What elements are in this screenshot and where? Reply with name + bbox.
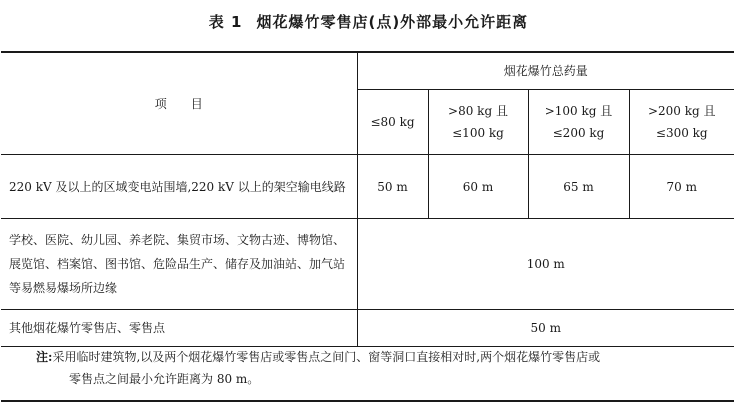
- distance-table: [1, 52, 734, 347]
- table-note: [36, 346, 726, 390]
- column-header: [428, 90, 528, 155]
- column-header-line2: ≤200 kg: [552, 126, 605, 140]
- row-value: 70 m: [629, 155, 734, 219]
- table-row: [1, 155, 734, 219]
- group-header: 烟花爆竹总药量: [357, 53, 734, 90]
- item-header: 项 目: [1, 53, 357, 155]
- row-value: 60 m: [428, 155, 528, 219]
- row-item: 其他烟花爆竹零售店、零售点: [1, 310, 357, 347]
- table-row: [1, 219, 734, 310]
- note-label: 注:: [36, 350, 53, 364]
- column-header: [528, 90, 629, 155]
- row-value: 50 m: [357, 310, 734, 347]
- table-row: [1, 310, 734, 347]
- column-header-line1: >200 kg 且: [647, 104, 716, 118]
- row-item: 220 kV 及以上的区域变电站围墙,220 kV 以上的架空输电线路: [1, 155, 357, 219]
- table-title: [0, 11, 737, 32]
- row-value: 65 m: [528, 155, 629, 219]
- note-text-1: 采用临时建筑物,以及两个烟花爆竹零售店或零售点之间门、窗等洞口直接相对时,两个烟花爆竹零售店或: [52, 350, 601, 364]
- column-header-line1: ≤80 kg: [370, 115, 415, 129]
- column-header-line2: ≤300 kg: [655, 126, 708, 140]
- row-value: 100 m: [357, 219, 734, 310]
- column-header-line2: ≤100 kg: [452, 126, 504, 140]
- row-item: 学校、医院、幼儿园、养老院、集贸市场、文物古迹、博物馆、展览馆、档案馆、图书馆、危险品生产、储存及加油站、加气站等易燃易爆场所边缘: [1, 219, 357, 310]
- column-header: [629, 90, 734, 155]
- column-header: [357, 90, 428, 155]
- column-header-line1: >100 kg 且: [544, 104, 613, 118]
- note-text-2: 零售点之间最小允许距离为 80 m。: [69, 372, 260, 386]
- note-line1: [36, 346, 726, 368]
- column-header-line1: >80 kg 且: [448, 104, 508, 118]
- header-row-1: [1, 53, 734, 90]
- table-number: 表 1: [208, 13, 243, 31]
- table-title-text: 烟花爆竹零售店(点)外部最小允许距离: [256, 13, 529, 31]
- row-value: 50 m: [357, 155, 428, 219]
